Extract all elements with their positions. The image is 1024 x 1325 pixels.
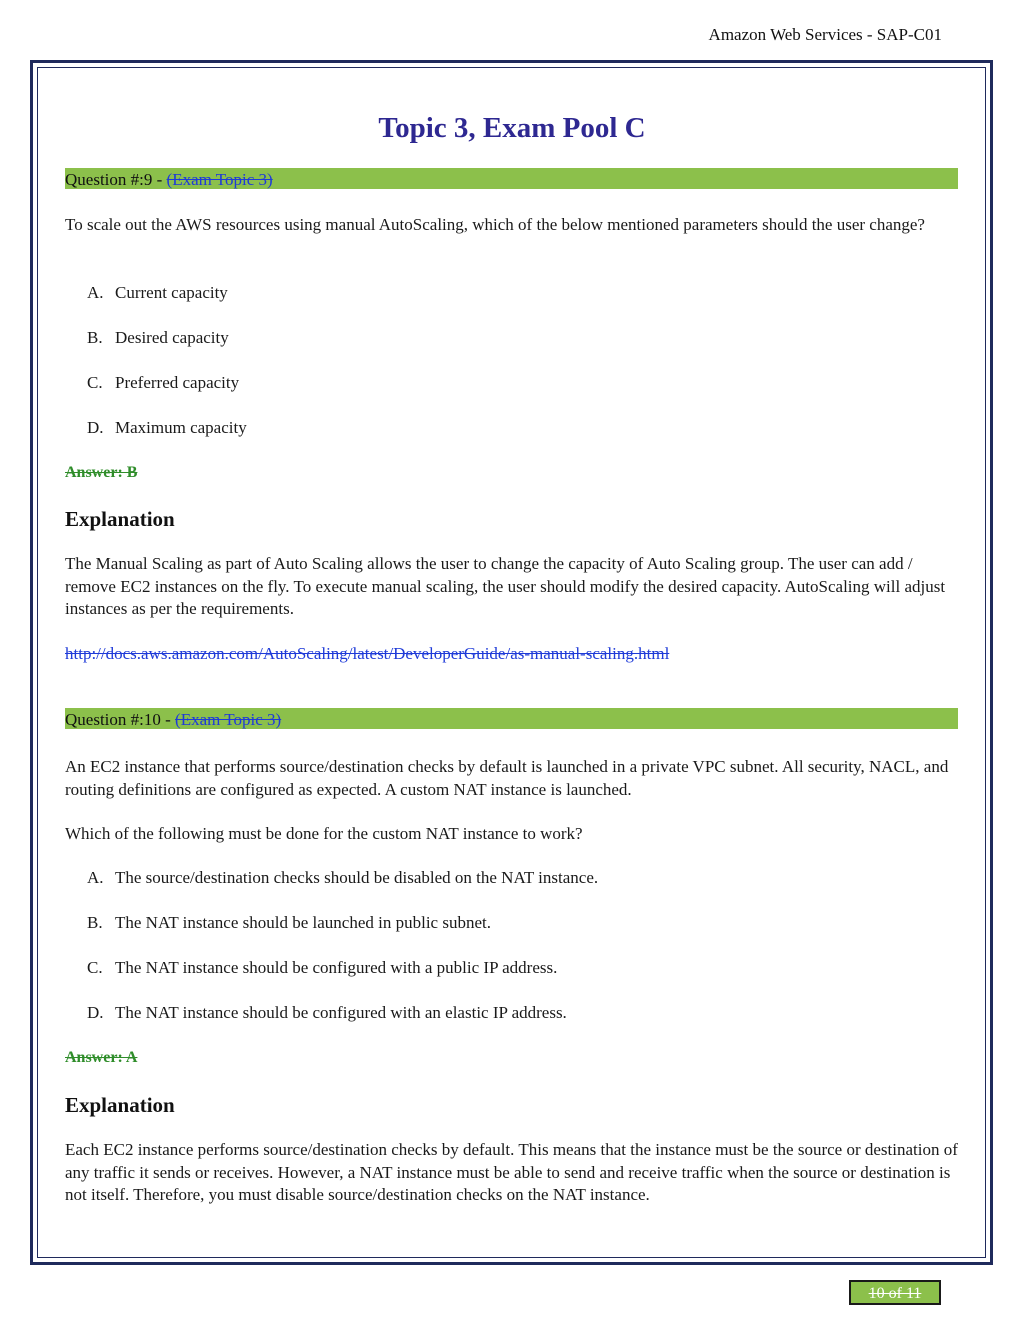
reference-link[interactable]: http://docs.aws.amazon.com/AutoScaling/latest/DeveloperGuide/as-manual-scaling.html bbox=[65, 644, 670, 663]
answer-option-d bbox=[87, 1002, 567, 1024]
question-header-9 bbox=[65, 168, 958, 189]
option-letter: B. bbox=[87, 328, 103, 347]
answer-option-a bbox=[87, 282, 228, 304]
question-text: To scale out the AWS resources using manual AutoScaling, which of the below mentioned parameters should the user change? bbox=[65, 215, 925, 234]
answer-option-b bbox=[87, 912, 491, 934]
option-text: Maximum capacity bbox=[115, 418, 247, 437]
question-text: An EC2 instance that performs source/destination checks by default is launched in a private VPC subnet. All security, NACL, and routing definitions are configured as expected. A custom NAT instance is launched. bbox=[65, 757, 949, 799]
correct-answer: Answer: A bbox=[65, 1049, 138, 1066]
option-text: Current capacity bbox=[115, 283, 228, 302]
explanation-text: Each EC2 instance performs source/destination checks by default. This means that the instance must be the source or destination of any traffic it sends or receives. However, a NAT instance must be able to send and receive traffic when the source or destination is not itself. Therefore, you must disable source/destination checks on the NAT instance. bbox=[65, 1140, 958, 1204]
answer-option-a bbox=[87, 867, 598, 889]
option-letter: C. bbox=[87, 373, 103, 392]
option-text: The source/destination checks should be disabled on the NAT instance. bbox=[115, 868, 599, 887]
correct-answer: Answer: B bbox=[65, 464, 138, 481]
option-letter: D. bbox=[87, 1003, 104, 1022]
option-letter: A. bbox=[87, 283, 104, 302]
question-prompt: Which of the following must be done for the custom NAT instance to work? bbox=[65, 824, 583, 843]
option-text: The NAT instance should be configured with an elastic IP address. bbox=[115, 1003, 567, 1022]
question-label: Question #:9 - bbox=[65, 170, 167, 189]
explanation-heading: Explanation bbox=[65, 507, 175, 531]
topic-title: Topic 3, Exam Pool C bbox=[378, 112, 646, 144]
option-text: The NAT instance should be launched in public subnet. bbox=[115, 913, 491, 932]
page-number: 10 of 11 bbox=[849, 1280, 941, 1305]
option-letter: D. bbox=[87, 418, 104, 437]
option-text: Preferred capacity bbox=[115, 373, 240, 392]
option-letter: A. bbox=[87, 868, 104, 887]
answer-option-b bbox=[87, 327, 229, 349]
answer-option-c bbox=[87, 957, 557, 979]
option-text: Desired capacity bbox=[115, 328, 229, 347]
exam-topic-link[interactable]: (Exam Topic 3) bbox=[166, 170, 273, 189]
answer-option-d bbox=[87, 417, 247, 439]
option-letter: C. bbox=[87, 958, 103, 977]
explanation-text: The Manual Scaling as part of Auto Scaling allows the user to change the capacity of Auto Scaling group. The user can add / remove EC2 instances on the fly. To execute manual scaling, the user should modify the desired capacity. AutoScaling will adjust instances as per the requirements. bbox=[65, 554, 946, 618]
question-header-10 bbox=[65, 708, 958, 729]
document-header-title: Amazon Web Services - SAP-C01 bbox=[708, 25, 942, 44]
answer-option-c bbox=[87, 372, 239, 394]
question-label: Question #:10 - bbox=[65, 710, 176, 729]
option-letter: B. bbox=[87, 913, 103, 932]
option-text: The NAT instance should be configured with a public IP address. bbox=[115, 958, 558, 977]
explanation-heading: Explanation bbox=[65, 1093, 175, 1117]
exam-topic-link[interactable]: (Exam Topic 3) bbox=[175, 710, 282, 729]
